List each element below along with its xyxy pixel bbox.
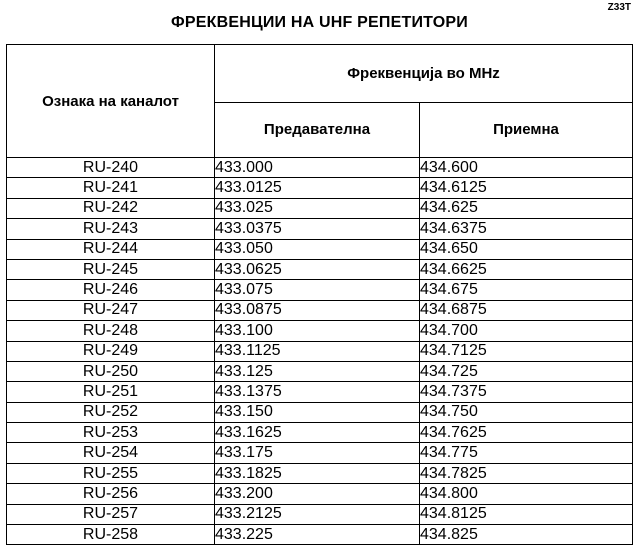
document-code: Z33T — [607, 2, 631, 13]
frequency-table — [6, 44, 633, 545]
cell-transmit: 433.150 — [215, 402, 420, 422]
cell-receive: 434.8125 — [420, 504, 633, 524]
header-channel: Ознака на каналот — [7, 45, 215, 158]
cell-receive: 434.650 — [420, 239, 633, 259]
cell-channel: RU-248 — [7, 321, 215, 341]
cell-transmit: 433.100 — [215, 321, 420, 341]
document-title: ФРЕКВЕНЦИИ НА UHF РЕПЕТИТОРИ — [171, 14, 468, 31]
cell-transmit: 433.200 — [215, 484, 420, 504]
table-row — [7, 239, 633, 259]
cell-receive: 434.700 — [420, 321, 633, 341]
header-transmit: Предавателна — [215, 102, 420, 158]
table-row — [7, 504, 633, 524]
cell-channel: RU-257 — [7, 504, 215, 524]
cell-transmit: 433.1125 — [215, 341, 420, 361]
cell-transmit: 433.0375 — [215, 219, 420, 239]
cell-receive: 434.7625 — [420, 423, 633, 443]
table-row — [7, 259, 633, 279]
table-row — [7, 219, 633, 239]
cell-channel: RU-247 — [7, 300, 215, 320]
table-row — [7, 423, 633, 443]
cell-channel: RU-253 — [7, 423, 215, 443]
cell-channel: RU-249 — [7, 341, 215, 361]
cell-receive: 434.6375 — [420, 219, 633, 239]
table-row — [7, 341, 633, 361]
cell-receive: 434.800 — [420, 484, 633, 504]
cell-receive: 434.725 — [420, 361, 633, 381]
cell-receive: 434.6125 — [420, 178, 633, 198]
cell-channel: RU-245 — [7, 259, 215, 279]
cell-transmit: 433.0875 — [215, 300, 420, 320]
header-row-top — [7, 45, 633, 103]
cell-channel: RU-252 — [7, 402, 215, 422]
cell-receive: 434.775 — [420, 443, 633, 463]
table-row — [7, 198, 633, 218]
cell-transmit: 433.025 — [215, 198, 420, 218]
table-header — [7, 45, 633, 158]
table-row — [7, 300, 633, 320]
table-row — [7, 321, 633, 341]
cell-transmit: 433.175 — [215, 443, 420, 463]
cell-channel: RU-246 — [7, 280, 215, 300]
table-row — [7, 525, 633, 545]
cell-transmit: 433.1825 — [215, 463, 420, 483]
cell-receive: 434.625 — [420, 198, 633, 218]
cell-receive: 434.6625 — [420, 259, 633, 279]
table-row — [7, 402, 633, 422]
cell-transmit: 433.000 — [215, 158, 420, 178]
cell-receive: 434.750 — [420, 402, 633, 422]
cell-transmit: 433.075 — [215, 280, 420, 300]
table-row — [7, 158, 633, 178]
cell-channel: RU-244 — [7, 239, 215, 259]
table-row — [7, 361, 633, 381]
cell-channel: RU-241 — [7, 178, 215, 198]
cell-channel: RU-255 — [7, 463, 215, 483]
cell-receive: 434.7825 — [420, 463, 633, 483]
cell-channel: RU-256 — [7, 484, 215, 504]
cell-transmit: 433.050 — [215, 239, 420, 259]
table-row — [7, 280, 633, 300]
table-row — [7, 443, 633, 463]
cell-transmit: 433.2125 — [215, 504, 420, 524]
cell-transmit: 433.1375 — [215, 382, 420, 402]
cell-transmit: 433.0625 — [215, 259, 420, 279]
cell-channel: RU-240 — [7, 158, 215, 178]
cell-channel: RU-243 — [7, 219, 215, 239]
table-row — [7, 382, 633, 402]
cell-receive: 434.6875 — [420, 300, 633, 320]
cell-receive: 434.7125 — [420, 341, 633, 361]
cell-channel: RU-254 — [7, 443, 215, 463]
header-receive: Приемна — [420, 102, 633, 158]
cell-channel: RU-250 — [7, 361, 215, 381]
table-row — [7, 178, 633, 198]
cell-channel: RU-258 — [7, 525, 215, 545]
cell-receive: 434.7375 — [420, 382, 633, 402]
header-frequency-group: Фреквенција во MHz — [215, 45, 633, 103]
table-row — [7, 484, 633, 504]
cell-channel: RU-242 — [7, 198, 215, 218]
cell-transmit: 433.1625 — [215, 423, 420, 443]
cell-transmit: 433.0125 — [215, 178, 420, 198]
cell-receive: 434.600 — [420, 158, 633, 178]
cell-receive: 434.825 — [420, 525, 633, 545]
table-row — [7, 463, 633, 483]
cell-receive: 434.675 — [420, 280, 633, 300]
cell-transmit: 433.125 — [215, 361, 420, 381]
table-body — [7, 158, 633, 545]
cell-channel: RU-251 — [7, 382, 215, 402]
cell-transmit: 433.225 — [215, 525, 420, 545]
